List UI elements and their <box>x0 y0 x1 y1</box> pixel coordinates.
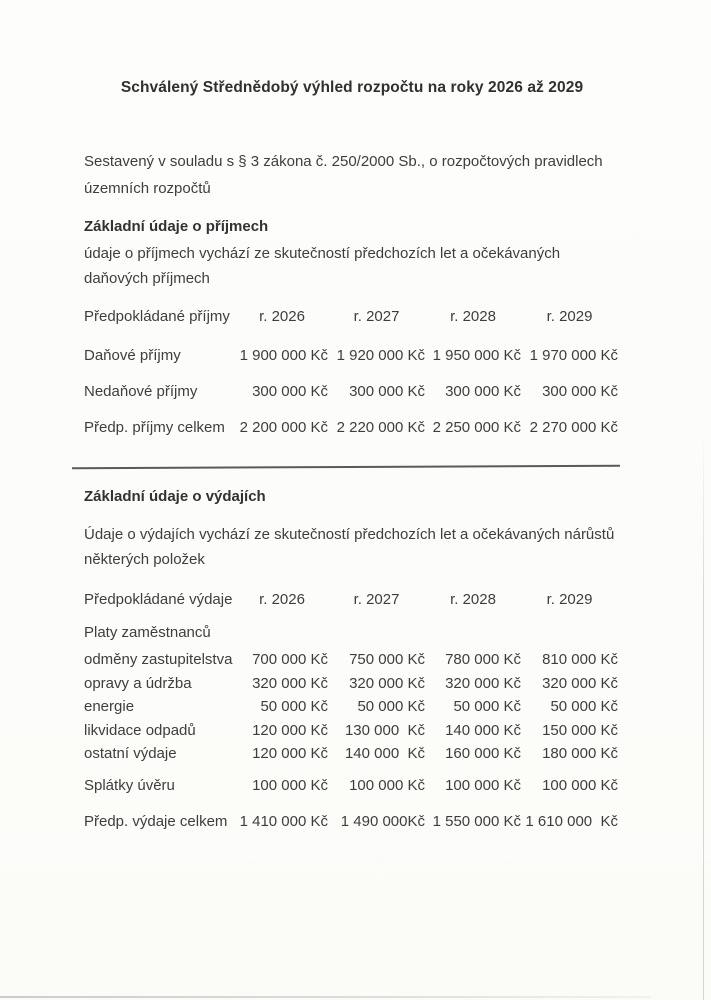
amount-cell: 50 000 Kč <box>550 698 618 715</box>
row-label: opravy a údržba <box>84 674 192 692</box>
table-row-total <box>84 812 620 832</box>
amount-cell: 1 950 000 Kč <box>432 347 521 364</box>
amount-cell: 700 000 Kč <box>252 651 328 668</box>
expense-section-description: Údaje o výdajích vychází ze skutečností předchozích let a očekávaných nárůstů některých položek <box>84 526 615 568</box>
amount-cell: 1 410 000 Kč <box>239 813 328 830</box>
year-column-header: r. 2026 <box>259 308 305 325</box>
amount-cell: 320 000 Kč <box>445 674 521 692</box>
amount-cell: 1 920 000 Kč <box>336 347 425 364</box>
amount-cell: 1 550 000 Kč <box>432 813 521 830</box>
table-row <box>84 346 620 366</box>
income-table-header-label: Předpokládané příjmy <box>84 308 230 325</box>
amount-cell: 300 000 Kč <box>252 383 328 400</box>
row-label: Nedaňové příjmy <box>84 383 198 400</box>
row-label: Daňové příjmy <box>84 347 181 364</box>
document-page <box>84 0 620 832</box>
row-label: likvidace odpadů <box>84 721 196 739</box>
amount-cell: 1 490 000Kč <box>340 813 425 830</box>
year-column-header: r. 2027 <box>353 308 400 325</box>
year-column-header: r. 2029 <box>546 591 593 608</box>
row-label: Předp. výdaje celkem <box>84 813 228 830</box>
year-column-header: r. 2028 <box>450 308 496 325</box>
intro-paragraph: Sestavený v souladu s § 3 zákona č. 250/2000 Sb., o rozpočtových pravidlech územních rozpočtů <box>84 153 603 197</box>
amount-cell: 120 000 Kč <box>252 745 328 762</box>
amount-cell: 300 000 Kč <box>445 383 521 400</box>
table-row-total <box>84 418 620 438</box>
row-label: Předp. příjmy celkem <box>84 419 225 436</box>
row-label: ostatní výdaje <box>84 745 177 762</box>
year-column-header: r. 2026 <box>259 591 305 608</box>
income-section-description: údaje o příjmech vychází ze skutečností předchozích let a očekávaných daňových příjmech <box>84 245 561 287</box>
amount-cell: 2 220 000 Kč <box>336 419 425 436</box>
table-row <box>84 697 620 717</box>
amount-cell: 50 000 Kč <box>453 698 521 715</box>
amount-cell: 1 610 000 Kč <box>525 813 618 830</box>
amount-cell: 320 000 Kč <box>349 674 425 692</box>
amount-cell: 2 250 000 Kč <box>432 419 521 436</box>
expense-group-label: Platy zaměstnanců <box>84 624 211 641</box>
row-label: energie <box>84 698 135 715</box>
table-row <box>84 721 620 741</box>
row-label: odměny zastupitelstva <box>84 651 233 668</box>
income-section-heading: Základní údaje o příjmech <box>84 218 269 235</box>
amount-cell: 2 270 000 Kč <box>529 419 618 436</box>
year-column-header: r. 2028 <box>450 591 496 608</box>
amount-cell: 320 000 Kč <box>542 674 618 692</box>
expense-table-header-label: Předpokládané výdaje <box>84 591 233 608</box>
year-column-header: r. 2027 <box>353 591 400 608</box>
amount-cell: 750 000 Kč <box>349 651 425 668</box>
amount-cell: 140 000 Kč <box>445 721 521 739</box>
amount-cell: 1 900 000 Kč <box>239 347 328 364</box>
amount-cell: 100 000 Kč <box>349 777 425 794</box>
amount-cell: 100 000 Kč <box>252 777 328 794</box>
amount-cell: 300 000 Kč <box>542 383 618 400</box>
amount-cell: 2 200 000 Kč <box>239 419 328 436</box>
income-table-header-row <box>84 307 620 327</box>
row-label: Splátky úvěru <box>84 777 175 794</box>
expense-table <box>84 590 620 832</box>
amount-cell: 780 000 Kč <box>445 651 521 668</box>
amount-cell: 160 000 Kč <box>445 745 521 762</box>
amount-cell: 320 000 Kč <box>252 674 328 692</box>
table-row <box>84 744 620 764</box>
table-row <box>84 674 620 694</box>
expense-section-heading: Základní údaje o výdajích <box>84 488 266 505</box>
amount-cell: 100 000 Kč <box>445 777 521 794</box>
amount-cell: 50 000 Kč <box>260 698 328 715</box>
amount-cell: 130 000 Kč <box>344 721 425 739</box>
amount-cell: 300 000 Kč <box>349 383 425 400</box>
scan-page-edge-artifact <box>703 430 704 1000</box>
amount-cell: 140 000 Kč <box>344 745 425 762</box>
amount-cell: 50 000 Kč <box>357 698 425 715</box>
section-divider <box>72 465 620 469</box>
year-column-header: r. 2029 <box>546 308 593 325</box>
amount-cell: 180 000 Kč <box>542 745 618 762</box>
page-title: Schválený Střednědobý výhled rozpočtu na roky 2026 až 2029 <box>120 79 584 96</box>
amount-cell: 120 000 Kč <box>252 721 328 739</box>
amount-cell: 810 000 Kč <box>542 651 618 668</box>
scan-bottom-shadow-artifact <box>0 996 651 998</box>
amount-cell: 100 000 Kč <box>542 777 618 794</box>
amount-cell: 1 970 000 Kč <box>529 347 618 364</box>
table-row <box>84 650 620 670</box>
table-row <box>84 382 620 402</box>
income-table <box>84 307 620 438</box>
expense-table-header-row <box>84 590 620 610</box>
table-row-loan <box>84 776 620 796</box>
amount-cell: 150 000 Kč <box>542 721 618 739</box>
